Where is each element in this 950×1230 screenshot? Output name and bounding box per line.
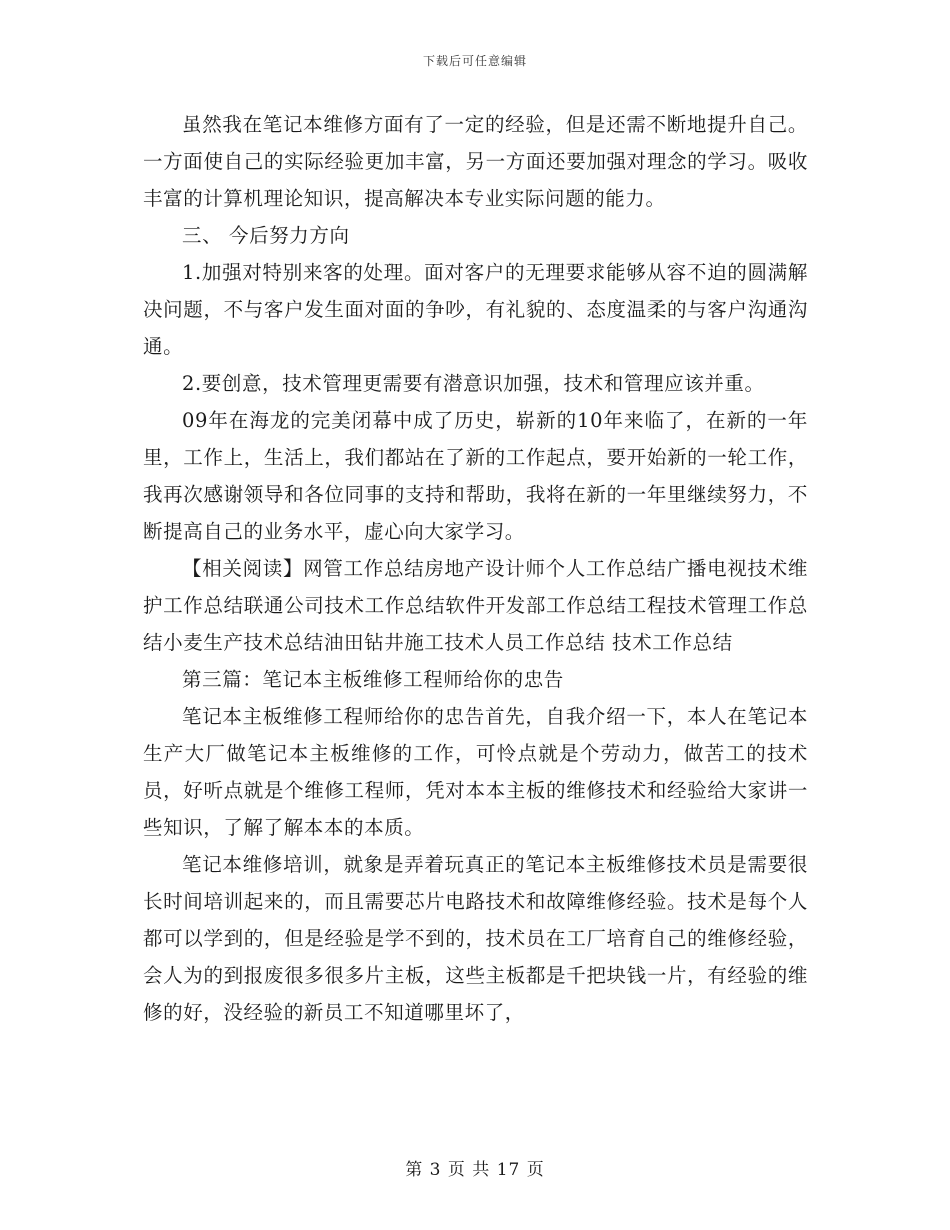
paragraph-related-reading: 【相关阅读】网管工作总结房地产设计师个人工作总结广播电视技术维护工作总结联通公司技术工作总结软件开发部工作总结工程技术管理工作总结小麦生产技术总结油田钻井施工技术人员工作总结 技术工作总结: [143, 557, 808, 654]
page-header: 下载后可任意编辑: [422, 54, 527, 68]
paragraph-repair-training: 笔记本维修培训，就象是弄着玩真正的笔记本主板维修技术员是需要很长时间培训起来的，而且需要芯片电路技术和故障维修经验。技术是每个人都可以学到的，但是经验是学不到的，技术员在工厂培育自己的维修经验，会人为的到报废很多很多片主板，这些主板都是千把块钱一片，有经验的维修的好，没经验的新员工不知道哪里坏了，: [143, 853, 808, 1024]
paragraph-engineer-intro: 笔记本主板维修工程师给你的忠告首先，自我介绍一下，本人在笔记本生产大厂做笔记本主板维修的工作，可怜点就是个劳动力，做苦工的技术员，好听点就是个维修工程师，凭对本本主板的维修技术和经验给大家讲一些知识，了解了解本本的本质。: [143, 705, 808, 839]
paragraph-point-1: 1.加强对特别来客的处理。面对客户的无理要求能够从容不迫的圆满解决问题，不与客户发生面对面的争吵，有礼貌的、态度温柔的与客户沟通沟通。: [143, 261, 808, 358]
document-body: [143, 106, 808, 1031]
paragraph-new-year: 09年在海龙的完美闭幕中成了历史，崭新的10年来临了，在新的一年里，工作上，生活上，我们都站在了新的工作起点，要开始新的一轮工作，我再次感谢领导和各位同事的支持和帮助，我将在新的一年里继续努力，不断提高自己的业务水平，虚心向大家学习。: [143, 409, 808, 543]
paragraph-point-2: 2.要创意，技术管理更需要有潜意识加强，技术和管理应该并重。: [182, 372, 765, 395]
page-number-footer: 第 3 页 共 17 页: [405, 1160, 545, 1180]
paragraph-improve-self: 虽然我在笔记本维修方面有了一定的经验，但是还需不断地提升自己。一方面使自己的实际经验更加丰富，另一方面还要加强对理念的学习。吸收丰富的计算机理论知识，提高解决本专业实际问题的能力。: [143, 113, 808, 210]
section-heading-third-article: 第三篇：笔记本主板维修工程师给你的忠告: [182, 668, 564, 691]
section-heading-future-direction: 三、 今后努力方向: [182, 224, 350, 247]
